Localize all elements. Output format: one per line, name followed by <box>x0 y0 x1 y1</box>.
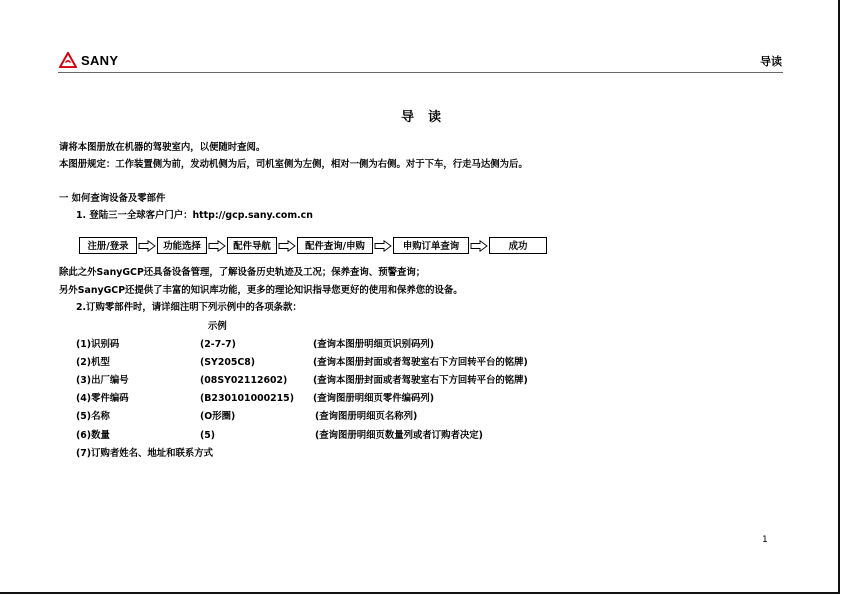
flow-step-function: 功能选择 <box>157 237 207 254</box>
intro-line-2: 本图册规定：工作装置侧为前，发动机侧为后，司机室侧为左侧，相对一侧为右侧。对于下车，行走马达侧为后。 <box>59 159 528 170</box>
sany-logo-icon <box>59 52 77 68</box>
example-item: (2)机型 <box>76 357 110 368</box>
example-last-item: (7)订购者姓名、地址和联系方式 <box>76 448 213 459</box>
example-value: (SY205C8) <box>200 357 256 368</box>
header-divider <box>58 72 783 73</box>
process-flow <box>79 237 547 254</box>
example-note: (查询本图册封面或者驾驶室右下方回转平台的铭牌) <box>313 357 528 368</box>
flow-arrow-icon <box>374 240 392 252</box>
brand-name: SANY <box>81 52 119 68</box>
example-note: (查询本图册明细页识别码列) <box>313 339 435 350</box>
page-number: 1 <box>762 535 768 545</box>
section-heading: 一 如何查询设备及零部件 <box>59 193 166 204</box>
example-note: (查询本图册封面或者驾驶室右下方回转平台的铭牌) <box>313 375 528 386</box>
example-value: (O形圈) <box>200 411 236 422</box>
flow-arrow-icon <box>138 240 156 252</box>
flow-step-success: 成功 <box>489 237 547 254</box>
step-2-text: 2.订购零部件时，请详细注明下列示例中的各项条款： <box>76 302 302 313</box>
example-item: (3)出厂编号 <box>76 375 129 386</box>
section-label: 导读 <box>760 55 782 68</box>
example-note: (查询图册明细页零件编码列) <box>313 393 435 404</box>
flow-step-register: 注册/登录 <box>79 237 137 254</box>
flow-arrow-icon <box>208 240 226 252</box>
example-note: (查询图册明细页数量列或者订购者决定) <box>315 430 483 441</box>
sany-logo <box>59 52 118 68</box>
example-value: (2-7-7) <box>200 339 236 350</box>
intro-line-1: 请将本图册放在机器的驾驶室内，以便随时查阅。 <box>59 142 266 153</box>
example-item: (5)名称 <box>76 411 110 422</box>
example-item: (4)零件编码 <box>76 393 129 404</box>
example-header: 示例 <box>208 321 227 332</box>
flow-arrow-icon <box>470 240 488 252</box>
example-item: (6)数量 <box>76 430 110 441</box>
example-value: (B230101000215) <box>200 393 294 404</box>
example-value: (08SY02112602) <box>200 375 288 386</box>
notes-line-1: 除此之外SanyGCP还具备设备管理，了解设备历史轨迹及工况；保养查询、预警查询； <box>59 267 426 278</box>
example-item: (1)识别码 <box>76 339 120 350</box>
page-title: 导读 <box>400 110 455 125</box>
step-1-text: 1. 登陆三一全球客户门户：http://gcp.sany.com.cn <box>76 210 313 221</box>
example-note: (查询图册明细页名称列) <box>315 411 418 422</box>
notes-line-2: 另外SanyGCP还提供了丰富的知识库功能，更多的理论知识指导您更好的使用和保养您的设备。 <box>59 285 463 296</box>
flow-step-order: 申购订单查询 <box>393 237 469 254</box>
flow-step-query: 配件查询/申购 <box>297 237 373 254</box>
flow-arrow-icon <box>278 240 296 252</box>
flow-step-navigation: 配件导航 <box>227 237 277 254</box>
example-value: (5) <box>200 430 216 441</box>
